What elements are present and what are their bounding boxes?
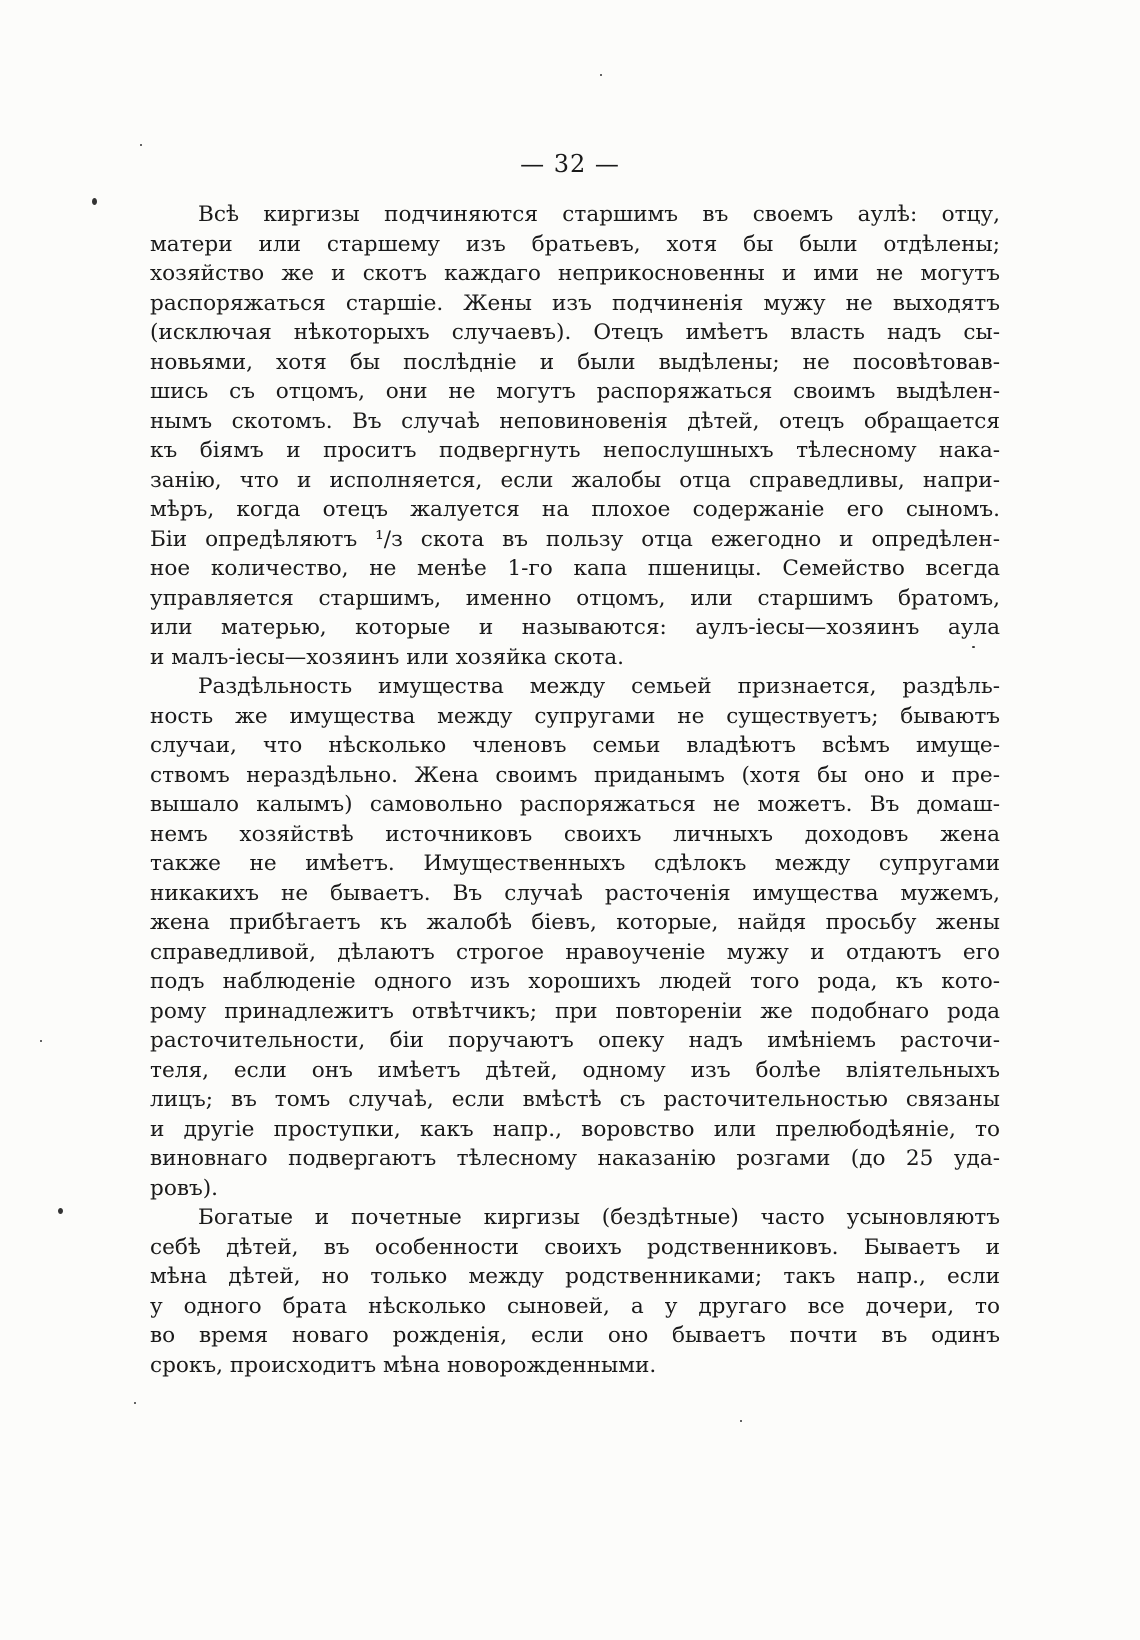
text-line: матери или старшему изъ братьевъ, хотя бы были отдѣлены; bbox=[150, 231, 1000, 257]
paragraph-3 bbox=[150, 1203, 1000, 1380]
text-line: новьями, хотя бы послѣднiе и были выдѣлены; не посовѣтовав- bbox=[150, 349, 1000, 375]
text-line: Бiи опредѣляютъ ¹/з скота въ пользу отца ежегодно и опредѣлен- bbox=[150, 526, 1000, 552]
text-line: справедливой, дѣлаютъ строгое нравоученiе мужу и отдаютъ его bbox=[150, 939, 1000, 965]
text-line: срокъ, происходитъ мѣна новорожденными. bbox=[150, 1352, 657, 1378]
text-line: рому принадлежитъ отвѣтчикъ; при повторенiи же подобнаго рода bbox=[150, 998, 1000, 1024]
text-line: шись съ отцомъ, они не могутъ распоряжаться своимъ выдѣлен- bbox=[150, 379, 1000, 404]
scan-speck bbox=[40, 1040, 42, 1042]
text-line: случаи, что нѣсколько членовъ семьи владѣютъ всѣмъ имуще- bbox=[150, 733, 1000, 758]
text-line: Раздѣльность имущества между семьей признается, раздѣль- bbox=[198, 674, 1000, 699]
text-line: также не имѣетъ. Имущественныхъ сдѣлокъ между супругами bbox=[150, 851, 1000, 876]
text-line: никакихъ не бываетъ. Въ случаѣ расточенiя имущества мужемъ, bbox=[150, 880, 1000, 906]
scan-speck bbox=[92, 198, 97, 205]
text-line: немъ хозяйствѣ источниковъ своихъ личныхъ доходовъ жена bbox=[150, 821, 1000, 847]
text-line: къ бiямъ и проситъ подвергнуть непослушныхъ тѣлесному нака- bbox=[150, 438, 1000, 463]
text-line: мѣна дѣтей, но только между родственниками; такъ напр., если bbox=[150, 1264, 1000, 1289]
page-number: — 32 — bbox=[520, 150, 620, 178]
scan-speck bbox=[740, 1420, 742, 1422]
text-line: ное количество, не менѣе 1-го капа пшеницы. Семейство всегда bbox=[150, 556, 1000, 581]
paragraph-1 bbox=[150, 200, 1000, 672]
text-line: или матерью, которые и называются: аулъ-iесы—хозяинъ аула bbox=[150, 615, 1000, 640]
scan-speck bbox=[140, 144, 142, 146]
text-line: теля, если онъ имѣетъ дѣтей, одному изъ болѣе влiятельныхъ bbox=[150, 1057, 1000, 1083]
text-line: занiю, что и исполняется, если жалобы отца справедливы, напри- bbox=[150, 467, 1000, 493]
scan-speck bbox=[134, 1402, 136, 1404]
text-line: виновнаго подвергаютъ тѣлесному наказанiю розгами (до 25 уда- bbox=[150, 1146, 1000, 1171]
text-line: Всѣ киргизы подчиняются старшимъ въ своемъ аулѣ: отцу, bbox=[198, 202, 1000, 227]
text-line: управляется старшимъ, именно отцомъ, или старшимъ братомъ, bbox=[150, 585, 1000, 611]
text-line: ность же имущества между супругами не существуетъ; бываютъ bbox=[150, 703, 1000, 729]
text-line: мѣръ, когда отецъ жалуется на плохое содержанiе его сыномъ. bbox=[150, 497, 1000, 522]
paragraph-2 bbox=[150, 672, 1000, 1203]
text-line: у одного брата нѣсколько сыновей, а у другаго все дочери, то bbox=[150, 1293, 1000, 1319]
text-line: и другiе проступки, какъ напр., воровство или прелюбодѣянiе, то bbox=[150, 1116, 1000, 1142]
text-line: ствомъ нераздѣльно. Жена своимъ приданымъ (хотя бы оно и пре- bbox=[150, 762, 1000, 788]
text-line: себѣ дѣтей, въ особенности своихъ родственниковъ. Бываетъ и bbox=[150, 1234, 1000, 1260]
text-line: жена прибѣгаетъ къ жалобѣ бiевъ, которые, найдя просьбу жены bbox=[150, 910, 1000, 935]
text-line: подъ наблюденiе одного изъ хорошихъ людей того рода, къ кото- bbox=[150, 969, 1000, 994]
text-line: и малъ-iесы—хозяинъ или хозяйка скота. bbox=[150, 644, 625, 670]
scan-speck bbox=[58, 1208, 63, 1214]
text-line: распоряжаться старшiе. Жены изъ подчиненiя мужу не выходятъ bbox=[150, 290, 1000, 316]
scan-speck bbox=[600, 74, 602, 76]
text-line: вышало калымъ) самовольно распоряжаться не можетъ. Въ домаш- bbox=[150, 792, 1000, 817]
text-line: Богатые и почетные киргизы (бездѣтные) часто усыновляютъ bbox=[198, 1205, 1000, 1230]
scan-speck bbox=[972, 646, 975, 648]
text-line: нымъ скотомъ. Въ случаѣ неповиновенiя дѣтей, отецъ обращается bbox=[150, 408, 1000, 434]
text-line: хозяйство же и скотъ каждаго неприкосновенны и ими не могутъ bbox=[150, 261, 1000, 286]
text-line: расточительности, бiи поручаютъ опеку надъ имѣнiемъ расточи- bbox=[150, 1028, 1000, 1053]
text-line: (исключая нѣкоторыхъ случаевъ). Отецъ имѣетъ власть надъ сы- bbox=[150, 320, 1000, 345]
body-text bbox=[150, 200, 1000, 1380]
text-line: во время новаго рожденiя, если оно бываетъ почти въ одинъ bbox=[150, 1323, 1000, 1348]
text-line: лицъ; въ томъ случаѣ, если вмѣстѣ съ расточительностью связаны bbox=[150, 1087, 1000, 1112]
text-line: ровъ). bbox=[150, 1175, 219, 1201]
